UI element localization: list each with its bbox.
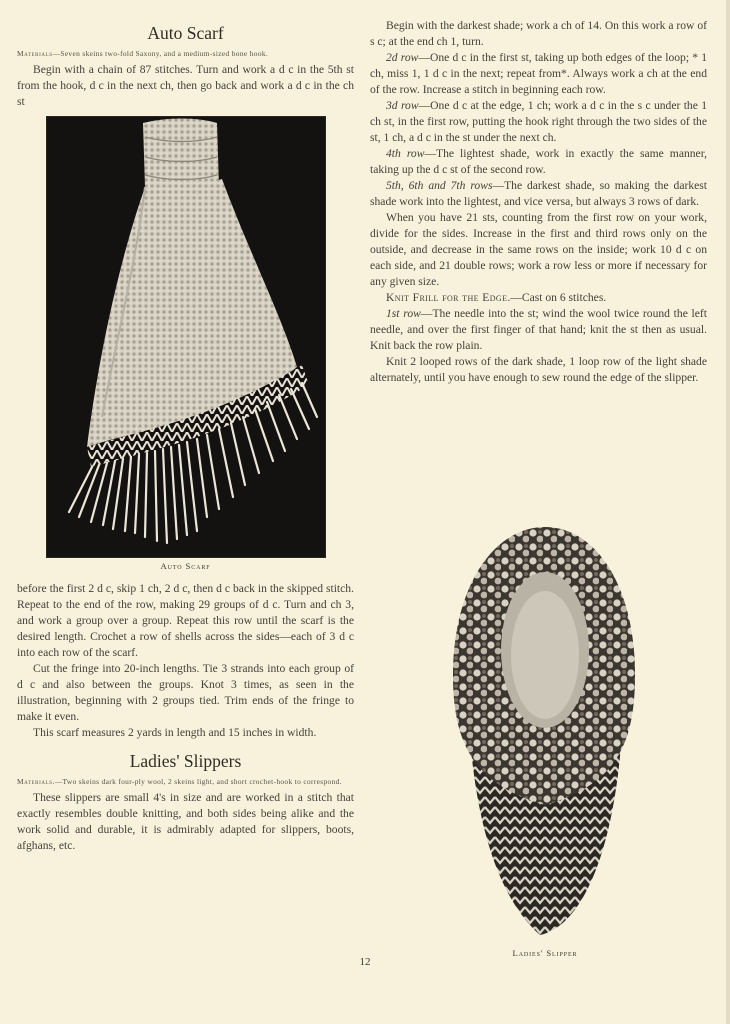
scarf-photo	[46, 116, 326, 558]
slipper-photo	[445, 515, 645, 945]
slipper-row-4	[370, 146, 707, 178]
slipper-illustration	[445, 515, 645, 945]
row-3-text: —One d c at the edge, 1 ch; work a d c in the s c under the 1 ch st, in the first row, putting the hook right through the two sides of the st, 1 ch, a d c in the st under the next ch.	[370, 99, 707, 144]
row-2-label: 2d row	[386, 51, 419, 64]
scarf-materials-label: Materials	[17, 49, 53, 58]
scarf-paragraph-2: Cut the fringe into 20-inch lengths. Tie 3 strands into each group of d c and also between the groups. Knot 3 times, as seen in the illustration, beginning with 2 groups tied. Trim ends of the fringe to make it even.	[17, 662, 354, 723]
row-3-label: 3d row	[386, 99, 419, 112]
slipper-begin: Begin with the darkest shade; work a ch of 14. On this work a row of s c; at the end ch 1, turn.	[370, 19, 707, 48]
frill-knit: Knit 2 looped rows of the dark shade, 1 loop row of the light shade alternately, until you have enough to sew round the edge of the slipper.	[370, 355, 707, 384]
row-1-label: 1st row	[386, 307, 421, 320]
frill-label: Knit Frill for the Edge	[386, 291, 508, 304]
frill-heading	[370, 290, 707, 306]
page-edge	[726, 0, 730, 1024]
frill-row-1	[370, 306, 707, 354]
slipper-row-3	[370, 98, 707, 146]
row-4-label: 4th row	[386, 147, 425, 160]
row-1-text: —The needle into the st; wind the wool twice round the left needle, and over the first finger of that hand; knit the st then as usual. Knit back the row plain.	[370, 307, 707, 352]
scarf-materials	[17, 49, 354, 58]
slippers-title: Ladies' Slippers	[129, 751, 242, 771]
slipper-when: When you have 21 sts, counting from the first row on your work, divide for the sides. Increase in the first and third rows only on the outside, and decrease in the same rows on the inside; work 10 d c on each side, and 21 double rows; work a row less or more if necessary for any given size.	[370, 211, 707, 288]
slipper-row-2	[370, 50, 707, 98]
slippers-materials-label: Materials	[17, 777, 53, 786]
row-4-text: —The lightest shade, work in exactly the same manner, taking up the d c st of the second row.	[370, 147, 707, 176]
row-2-text: —One d c in the first st, taking up both edges of the loop; * 1 ch, miss 1, 1 d c in the next; repeat from*. Always work a ch at the end of the row. Increase a stitch in beginning each row.	[370, 51, 707, 96]
slipper-caption: Ladies' Slipper	[512, 948, 578, 958]
frill-text: .—Cast on 6 stitches.	[507, 291, 607, 304]
page-number: 12	[359, 956, 371, 968]
slippers-paragraph-1: These slippers are small 4's in size and are worked in a stitch that exactly resembles double knitting, and both sides being alike and the work solid and durable, it is admirably adapted for slippers, boots, afghans, etc.	[17, 791, 354, 852]
scarf-paragraph-3: This scarf measures 2 yards in length and 15 inches in width.	[33, 726, 317, 739]
slipper-figure	[445, 515, 645, 968]
slippers-materials-text: .—Two skeins dark four-ply wool, 2 skeins light, and short crochet-hook to correspond.	[52, 777, 342, 786]
scarf-caption: Auto Scarf	[160, 561, 211, 571]
scarf-title: Auto Scarf	[147, 23, 224, 43]
scarf-illustration	[47, 117, 325, 557]
rows-5-7-text: —The darkest shade, so making the darkest shade work into the lightest, and vice versa, but always 3 rows of dark.	[370, 179, 707, 208]
rows-5-7-label: 5th, 6th and 7th rows	[386, 179, 493, 192]
scarf-intro: Begin with a chain of 87 stitches. Turn and work a d c in the 5th st from the hook, d c in the next ch, then go back and work a d c in the ch st	[17, 63, 354, 108]
scarf-paragraph-1: before the first 2 d c, skip 1 ch, 2 d c, then d c back in the skipped stitch. Repeat to the end of the row, making 29 groups of d c. Turn and ch 3, and work a group over a group. Repeat this row until the scarf is the desired length. Crochet a row of shells across the sides—each of 3 d c into each row of the scarf.	[17, 582, 354, 659]
slippers-materials	[17, 777, 354, 786]
left-column	[17, 18, 354, 854]
slipper-rows-5-7	[370, 178, 707, 210]
right-column	[370, 18, 707, 1018]
scarf-materials-text: —Seven skeins two-fold Saxony, and a medium-sized bone hook.	[52, 49, 269, 58]
